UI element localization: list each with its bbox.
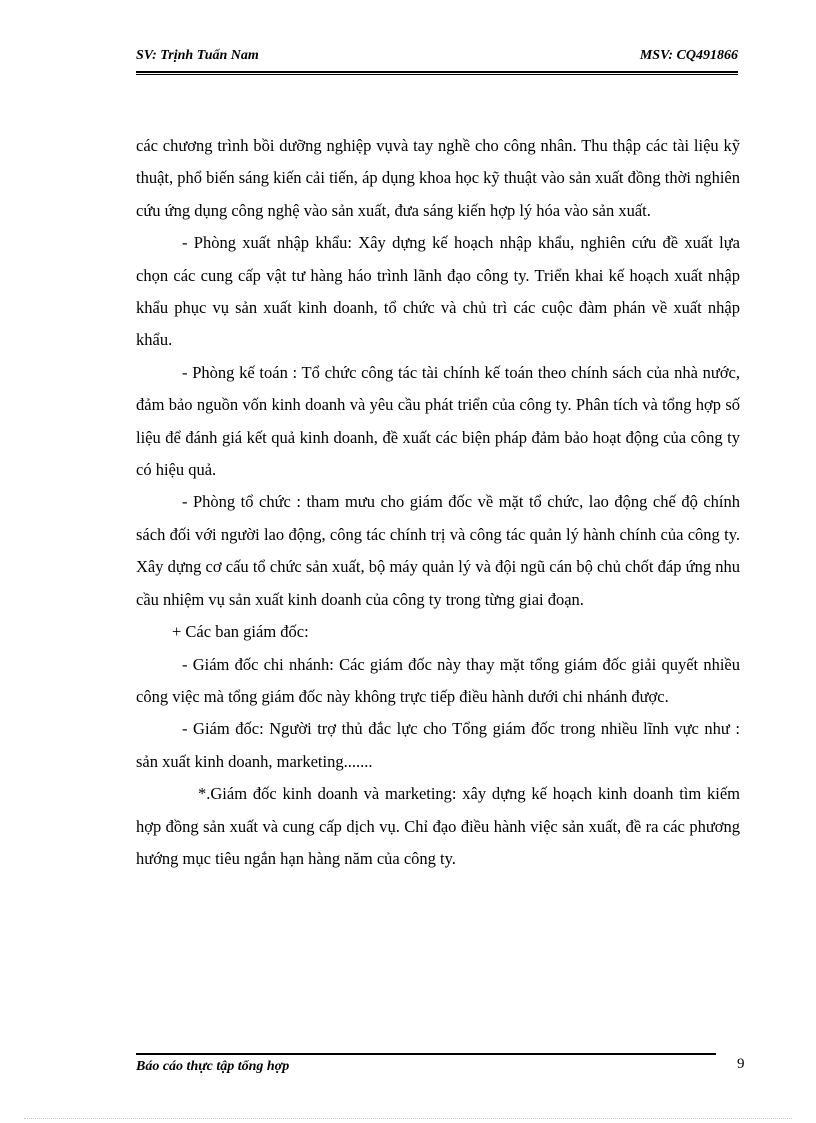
paragraph-intro: các chương trình bồi dưỡng nghiệp vụvà tay nghề cho công nhân. Thu thập các tài liệu kỹ thuật, phổ biến sáng kiến cải tiến, áp dụng khoa học kỹ thuật vào sản xuất đồng thời nghiên cứu ứng dụng công nghệ vào sản xuất, đưa sáng kiến hợp lý hóa vào sản xuất. <box>136 136 740 220</box>
paragraph-director: - Giám đốc: Người trợ thủ đắc lực cho Tổng giám đốc trong nhiều lĩnh vực như : sản xuất kinh doanh, marketing....... <box>136 719 740 771</box>
footer-title: Báo cáo thực tập tổng hợp <box>136 1059 290 1074</box>
student-id: MSV: CQ491866 <box>639 48 738 63</box>
header-rule-thin <box>136 74 738 75</box>
page-bottom-border <box>24 1118 792 1119</box>
footer-rule <box>136 1053 716 1055</box>
header-rule <box>136 71 738 73</box>
paragraph-accounting: - Phòng kế toán : Tổ chức công tác tài chính kế toán theo chính sách của nhà nước, đảm bảo nguồn vốn kinh doanh và yêu cầu phát triển của công ty. Phân tích và tổng hợp số liệu để đánh giá kết quả kinh doanh, đề xuất các biện pháp đảm bảo hoạt động của công ty có hiệu quả. <box>136 362 740 480</box>
paragraph-organization: - Phòng tổ chức : tham mưu cho giám đốc về mặt tổ chức, lao động chế độ chính sách đối với người lao động, công tác chính trị và công tác quản lý hành chính của công ty. Xây dựng cơ cấu tổ chức sản xuất, bộ máy quản lý và đội ngũ cán bộ chủ chốt đáp ứng nhu cầu nhiệm vụ sản xuất kinh doanh của công ty trong từng giai đoạn. <box>136 492 740 609</box>
paragraph-marketing-director: *.Giám đốc kinh doanh và marketing: xây dựng kế hoạch kinh doanh tìm kiếm hợp đồng sản xuất và cung cấp dịch vụ. Chỉ đạo điều hành việc sản xuất, đề ra các phương hướng mục tiêu ngắn hạn hàng năm của công ty. <box>136 784 740 868</box>
paragraph-branch-director: - Giám đốc chi nhánh: Các giám đốc này thay mặt tổng giám đốc giải quyết nhiều công việc mà tổng giám đốc này không trực tiếp điều hành dưới chi nhánh được. <box>136 654 740 706</box>
paragraph-directors-heading: + Các ban giám đốc: <box>172 622 309 642</box>
page-number: 9 <box>737 1056 745 1072</box>
page-header <box>136 48 738 70</box>
student-name: SV: Trịnh Tuấn Nam <box>136 48 259 63</box>
paragraph-import-export: - Phòng xuất nhập khẩu: Xây dựng kế hoạch nhập khẩu, nghiên cứu đề xuất lựa chọn các cung cấp vật tư hàng háo trình lãnh đạo công ty. Triển khai kế hoạch xuất nhập khẩu phục vụ sản xuất kinh doanh, tổ chức và chủ trì các cuộc đàm phán về xuất nhập khẩu. <box>136 233 740 350</box>
document-body <box>136 130 740 875</box>
